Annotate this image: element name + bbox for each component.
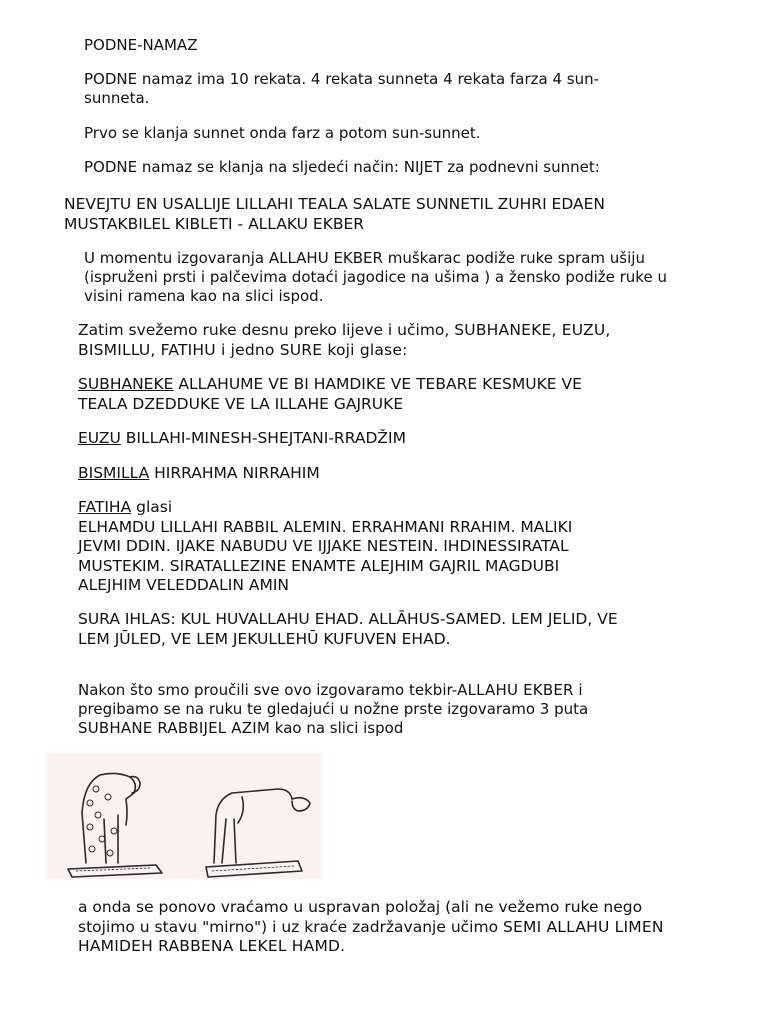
paragraph-nijet-intro: PODNE namaz se klanja na sljedeći način: NIJET za podnevni sunnet: bbox=[84, 158, 600, 176]
paragraph-line: ELHAMDU LILLAHI RABBIL ALEMIN. ERRAHMANI RRAHIM. MALIKI bbox=[78, 517, 573, 536]
bismilla-text bbox=[78, 464, 320, 484]
paragraph-ruku bbox=[78, 681, 588, 738]
text-span: HIRRAHMA NIRRAHIM bbox=[149, 464, 320, 482]
ruku-illustration-svg bbox=[46, 753, 322, 879]
paragraph-rekati-line: sunneta. bbox=[84, 89, 150, 107]
paragraph-tekbir-hands bbox=[84, 249, 667, 306]
dress-pattern bbox=[87, 786, 117, 856]
paragraph-order: Prvo se klanja sunnet onda farz a potom sun-sunnet. bbox=[84, 124, 481, 142]
fatiha-label: FATIHA bbox=[78, 498, 132, 516]
nijet-line: MUSTAKBILEL KIBLETI - ALLAKU EKBER bbox=[64, 214, 365, 233]
paragraph-rekati bbox=[84, 70, 599, 108]
paragraph-line bbox=[78, 375, 582, 395]
text-span: Zatim svežemo ruke desnu preko lijeve i učimo, bbox=[78, 321, 455, 339]
ruku-illustration bbox=[46, 753, 322, 879]
right-prayer-mat bbox=[206, 861, 302, 877]
paragraph-line bbox=[78, 681, 588, 700]
paragraph-line: MUSTEKIM. SIRATALLEZINE ENAMTE ALEJHIM GAJRIL MAGDUBI bbox=[78, 556, 560, 575]
paragraph-line bbox=[78, 719, 588, 738]
text-span-bold: SEMI ALLAHU LIMEN bbox=[503, 917, 664, 936]
man-head bbox=[292, 798, 310, 811]
paragraph-line: SURA IHLAS: KUL HUVALLAHU EHAD. ALLĀHUS-SAMED. LEM JELID, VE bbox=[78, 610, 618, 628]
euzu-label: EUZU bbox=[78, 429, 121, 447]
paragraph-line: ALEJHIM VELEDDALIN AMIN bbox=[78, 576, 290, 594]
nijet-text bbox=[64, 195, 605, 234]
woman-arm bbox=[126, 799, 127, 825]
paragraph-line: a onda se ponovo vraćamo u uspravan položaj (ali ne vežemo ruke nego bbox=[78, 898, 643, 916]
fatiha-text bbox=[78, 498, 572, 596]
text-span: BILLAHI-MINESH-SHEJTANI-RRADŽIM bbox=[120, 429, 406, 447]
text-span: kao na slici ispod bbox=[270, 719, 404, 737]
text-span-bold: ALLAHU EKBER bbox=[457, 681, 574, 699]
paragraph-line: (ispruženi prsti i palčevima dotaći jagodice na ušima ) a žensko podiže ruke u bbox=[84, 268, 667, 286]
text-span: i bbox=[573, 681, 583, 699]
paragraph-line bbox=[78, 918, 664, 938]
text-span: glasi bbox=[131, 498, 173, 516]
text-span-bold: SUBHANEKE, EUZU, bbox=[454, 321, 611, 339]
paragraph-line: HAMIDEH RABBENA LEKEL HAMD. bbox=[78, 937, 346, 955]
paragraph-line: TEALA DZEDDUKE VE LA ILLAHE GAJRUKE bbox=[78, 394, 404, 413]
euzu-text bbox=[78, 429, 406, 449]
text-span: stojimo u stavu "mirno") i uz kraće zadržavanje učimo bbox=[78, 917, 503, 936]
paragraph-bind-hands bbox=[78, 321, 611, 360]
text-span-bold: SUBHANE RABBIJEL AZIM bbox=[78, 719, 271, 737]
text-span: ALLAHUME VE BI HAMDIKE VE TEBARE KESMUKE VE bbox=[173, 375, 582, 393]
paragraph-line: U momentu izgovaranja ALLAHU EKBER muškarac podiže ruke spram ušiju bbox=[84, 249, 645, 267]
man-legs bbox=[222, 819, 236, 863]
paragraph-line: visini ramena kao na slici ispod. bbox=[84, 287, 324, 305]
ihlas-text bbox=[78, 610, 618, 649]
paragraph-line bbox=[78, 321, 611, 341]
subhaneke-text bbox=[78, 375, 582, 414]
paragraph-line: JEVMI DDIN. IJAKE NABUDU VE IJJAKE NESTEIN. IHDINESSIRATAL bbox=[78, 537, 569, 555]
paragraph-rekati-line: PODNE namaz ima 10 rekata. 4 rekata sunneta 4 rekata farza 4 sun- bbox=[84, 70, 599, 88]
nijet-line: NEVEJTU EN USALLIJE LILLAHI TEALA SALATE SUNNETIL ZUHRI EDAEN bbox=[64, 195, 606, 213]
text-span: Nakon što smo proučili sve ovo izgovaramo tekbir- bbox=[78, 681, 458, 699]
doc-title: PODNE-NAMAZ bbox=[84, 36, 198, 54]
paragraph-line: pregibamo se na ruku te gledajući u nožne prste izgovaramo 3 puta bbox=[78, 700, 589, 718]
paragraph-standing bbox=[78, 898, 664, 957]
bismilla-label: BISMILLA bbox=[78, 464, 150, 482]
man-arm bbox=[238, 797, 243, 823]
paragraph-line: BISMILLU, FATIHU i jedno SURE koji glase: bbox=[78, 340, 408, 359]
subhaneke-label: SUBHANEKE bbox=[78, 375, 174, 393]
paragraph-line: LEM JŪLED, VE LEM JEKULLEHŪ KUFUVEN EHAD. bbox=[78, 629, 451, 648]
paragraph-line bbox=[78, 498, 572, 518]
